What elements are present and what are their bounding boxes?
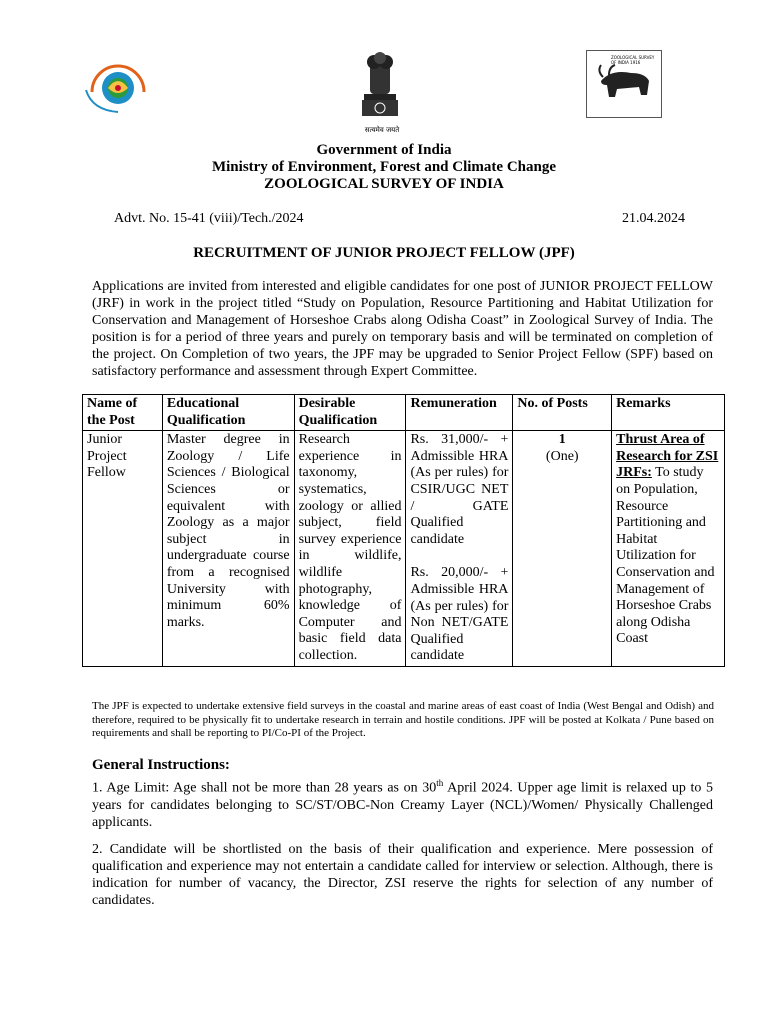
remarks-heading: Thrust Area of Research for ZSI JRFs: [616,432,719,481]
remuneration-non-net: Rs. 20,000/- + Admissible HRA (As per rules) for Non NET/GATE Qualified candidate [410,565,509,664]
remarks-text: To study on Population, Resource Partitioning and Habitat Utilization for Conservation and Management of Horseshoe Crabs along Odisha Coast [616,465,715,647]
intro-paragraph: Applications are invited from interested and eligible candidates for one post of JUNIOR PROJECT FELLOW (JRF) in work in the project titled “Study on Population, Resource Partitioning and Habitat Utilization for Conservation and Management of Horseshoe Crabs along Odisha Coast” in Zoological Survey of India. The position is for a period of three years and purely on temporary basis and will be terminated on completion of the project. On Completion of two years, the JPF may be upgraded to Senior Project Fellow (SPF) based on satisfactory performance and assessment through Expert Committee. [92,279,713,379]
vacancy-table [82,394,725,667]
th-post: Name of the Post [83,395,163,431]
gov-title: Government of India [316,142,452,158]
general-instructions-heading: General Instructions: [92,757,230,773]
recruitment-title: RECRUITMENT OF JUNIOR PROJECT FELLOW (JPF) [193,245,575,261]
zsi-title: ZOOLOGICAL SURVEY OF INDIA [264,176,504,192]
advt-date: 21.04.2024 [622,211,685,226]
th-education: Educational Qualification [162,395,294,431]
instruction-age-limit [92,775,713,831]
th-remarks: Remarks [612,395,725,431]
cell-desirable: Research experience in taxonomy, systematics, zoology or allied subject, field survey experience in wildlife, wildlife photography, knowledge of Computer and basic field data collection. [294,431,406,667]
th-remuneration: Remuneration [406,395,513,431]
emblem-caption: सत्यमेव जयते [364,126,400,134]
ministry-title: Ministry of Environment, Forest and Climate Change [211,159,557,175]
national-project-logo [78,52,158,114]
instruction-shortlisting: 2. Candidate will be shortlisted on the basis of their qualification and experience. Mere possession of qualification and experience may not entertain a candidate called for interview or selection. Although, there is indication for number of vacancy, the Director, ZSI reserve the rights for selection of any number of candidates. [92,842,713,908]
zsi-logo-text: ZOOLOGICAL SURVEY OF INDIA 1916 [611,55,655,65]
zsi-logo [586,50,662,118]
superscript-th: th [436,778,444,788]
field-note: The JPF is expected to undertake extensive field surveys in the coastal and marine areas of east coast of India (West Bengal and Odish) and therefore, required to be physically fit to undertake research in terrain and hostile conditions. JPF will be posted at Kolkata / Pune based on requirements and shall be reporting to PI/Co-PI of the Project. [92,700,714,739]
advt-number: Advt. No. 15-41 (viii)/Tech./2024 [114,211,304,226]
age-limit-text: 1. Age Limit: Age shall not be more than 28 years as on 30 [92,780,437,796]
th-posts: No. of Posts [513,395,612,431]
cell-remuneration [406,431,513,667]
age-limit-text-cont: April 2024. Upper age limit is relaxed up to 5 years for candidates belonging to SC/ST/OBC-Non Creamy Layer (NCL)/Women/ Physically Challenged applicants. [92,780,714,830]
table-header-row [83,395,725,431]
remuneration-net: Rs. 31,000/- + Admissible HRA (As per rules) for CSIR/UGC NET / GATE Qualified candidate [410,432,509,547]
posts-number: 1 [558,432,566,448]
table-row [83,431,725,667]
th-desirable: Desirable Qualification [294,395,406,431]
cell-education: Master degree in Zoology / Life Sciences / Biological Sciences or equivalent with Zoology as a major subject in undergraduate course from a recognised University with minimum 60% marks. [162,431,294,667]
cell-posts [513,431,612,667]
cell-post: Junior Project Fellow [83,431,163,667]
cell-remarks [612,431,725,667]
posts-words: (One) [545,448,579,464]
